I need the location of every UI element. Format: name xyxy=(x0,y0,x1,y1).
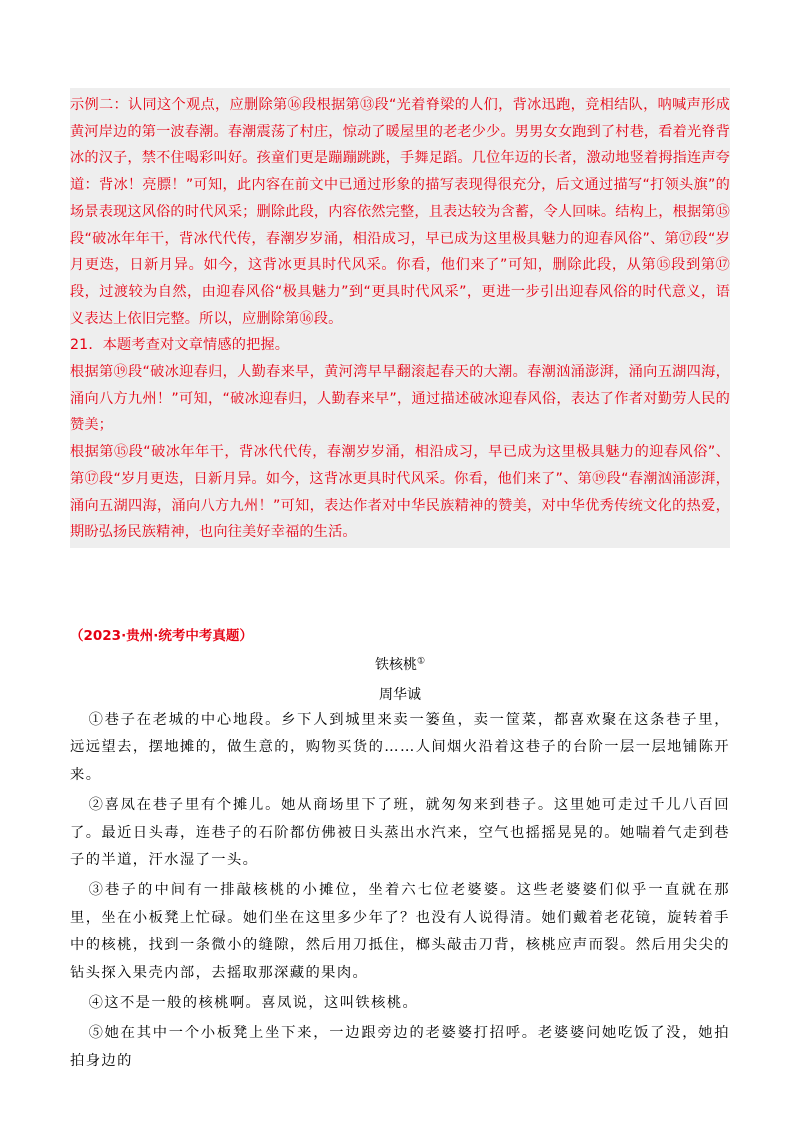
answer-example-two: 示例二：认同这个观点，应删除第⑯段根据第⑬段“光着脊梁的人们，背冰迅跑，竞相结队，呐喊声形成黄河岸边的第一波春潮。春潮震荡了村庄，惊动了暖屋里的老老少少。男男女女跑到了村巷，看着光脊背冰的汉子，禁不住喝彩叫好。孩童们更是蹦蹦跳跳，手舞足蹈。几位年迈的长者，激动地竖着拇指连声夸道：背冰！亮膘！”可知，此内容在前文中已通过形象的描写表现得很充分，后文通过描写“打领头旗”的场景表现这风俗的时代风采；删除此段，内容依然完整，且表达较为含蓄，令人回味。结构上，根据第⑮段“破冰年年干，背冰代代传，春潮岁岁涌，相沿成习，早已成为这里极具魅力的迎春风俗”、第⑰段“岁月更迭，日新月异。如今，这背冰更具时代风采。你看，他们来了”可知，删除此段，从第⑮段到第⑰段，过渡较为自然，由迎春风俗“极具魅力”到“更具时代风采”，更进一步引出迎春风俗的时代意义，语义表达上依旧完整。所以，应删除第⑯段。 xyxy=(70,97,730,327)
story-paragraph-3: ③巷子的中间有一排敲核桃的小摊位，坐着六七位老婆婆。这些老婆婆们似乎一直就在那里，坐在小板凳上忙碌。她们坐在这里多少年了？也没有人说得清。她们戴着老花镜，旋转着手中的核桃，找到一条微小的缝隙，然后用刀抵住，榔头敲击刀背，核桃应声而裂。然后用尖尖的钻头探入果壳内部，去摇取那深藏的果肉。 xyxy=(70,882,730,981)
answer-analysis-block xyxy=(70,88,730,548)
exam-source-label: （2023·贵州·统考中考真题） xyxy=(70,628,253,644)
story-paragraph-5: ⑤她在其中一个小板凳上坐下来，一边跟旁边的老婆婆打招呼。老婆婆问她吃饭了没，她拍拍身边的 xyxy=(70,1025,730,1069)
story-title-text: 铁核桃 xyxy=(374,657,417,673)
story-author: 周华诚 xyxy=(379,687,421,703)
story-body xyxy=(70,707,730,1078)
story-paragraph-1: ①巷子在老城的中心地段。乡下人到城里来卖一篓鱼，卖一筐菜，都喜欢聚在这条巷子里，远远望去，摆地摊的，做生意的，购物买货的……人间烟火沿着这巷子的台阶一层一层地铺陈开来。 xyxy=(70,712,730,783)
question-21-analysis-2: 根据第⑮段“破冰年年干，背冰代代传，春潮岁岁涌，相沿成习，早已成为这里极具魅力的迎春风俗”、第⑰段“岁月更迭，日新月异。如今，这背冰更具时代风采。你看，他们来了”、第⑲段“春潮汹涌澎湃，涌向五湖四海，涌向八方九州！”可知，表达作者对中华民族精神的赞美，对中华优秀传统文化的热爱，期盼弘扬民族精神，也向往美好幸福的生活。 xyxy=(70,444,730,541)
question-21-heading: 21．本题考查对文章情感的把握。 xyxy=(70,337,290,354)
question-21-analysis-1: 根据第⑲段“破冰迎春归，人勤春来早，黄河湾早早翻滚起春天的大潮。春潮汹涌澎湃，涌向五湖四海，涌向八方九州！”可知，“破冰迎春归，人勤春来早”，通过描述破冰迎春风俗，表达了作者对勤劳人民的赞美； xyxy=(70,364,730,434)
story-paragraph-2: ②喜凤在巷子里有个摊儿。她从商场里下了班，就匆匆来到巷子。这里她可走过千儿八百回了。最近日头毒，连巷子的石阶都仿佛被日头蒸出水汽来，空气也摇摇晃晃的。她喘着气走到巷子的半道，汗水湿了一头。 xyxy=(70,797,730,869)
footnote-mark: ① xyxy=(416,656,426,667)
story-paragraph-4: ④这不是一般的核桃啊。喜凤说，这叫铁核桃。 xyxy=(88,995,419,1012)
story-title xyxy=(0,654,800,674)
